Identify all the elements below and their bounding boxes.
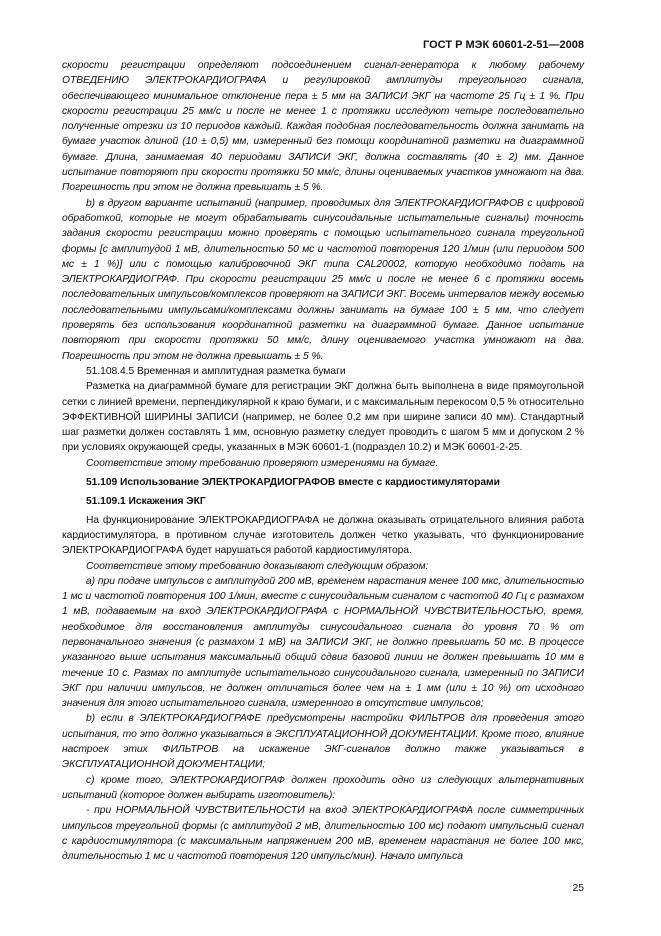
paragraph-paper-marking: Разметка на диаграммной бумаге для регистрации ЭКГ должна быть выполнена в виде прямоугольной сетки с линией времени, перпендикулярной к краю бумаги, и с максимальным перекосом 0,5 % относительно ЭФФЕКТИВНОЙ ШИРИНЫ ЗАПИСИ (например, не более 0,2 мм при ширине записи 40 мм). Стандартный шаг разметки должен составлять 1 мм, основную разметку следует проводить с шагом 5 мм и допуском 2 % при условиях окружающей среды, указанных в МЭК 60601-1 (подраздел 10.2) и МЭК 60601-2-25. <box>62 381 584 454</box>
page-number: 25 <box>572 883 584 894</box>
standard-header: ГОСТ Р МЭК 60601-2-51—2008 <box>423 39 584 51</box>
clause-heading-paper-marking: 51.108.4.5 Временная и амплитудная разметка бумаги <box>86 365 346 377</box>
subsection-heading-ecg-distortion: 51.109.1 Искажения ЭКГ <box>86 496 206 508</box>
list-item-a: а) при подаче импульсов с амплитудой 200 мВ, временем нарастания менее 100 мкс, длительностью 1 мс и частотой повторения 100 1/мин, вместе с синусоидальным сигналом с частотой 40 Гц с размахом 1 мВ, подаваемым на вход ЭЛЕКТРОКАРДИОГРАФА с НОРМАЛЬНОЙ ЧУВСТВИТЕЛЬНОСТЬЮ, время, необходимое для восстановления амплитуды синусоидального сигнала до уровня 70 % от первоначального значения (с размахом 1 мВ) на ЗАПИСИ ЭКГ, не должно превышать 50 мс. В процессе указанного выше испытания максимальный общий сдвиг базовой линии не должен превышать 10 мм в течение 10 с. Размах по амплитуде испытательного синусоидального сигнала, измеренный по ЗАПИСИ ЭКГ при наличии импульсов, не должен отличаться более чем на ± 1 мм (или ± 10 %) от исходного значения для этого испытательного сигнала, измеренного в отсутствие импульсов; <box>62 575 584 710</box>
paragraph-compliance-paper: Соответствие этому требованию проверяют измерениями на бумаге. <box>86 457 439 469</box>
list-item-b: b) если в ЭЛЕКТРОКАРДИОГРАФЕ предусмотрены настройки ФИЛЬТРОВ для проведения этого испытания, то это должно указываться в ЭКСПЛУАТАЦИОННОЙ ДОКУМЕНТАЦИИ. Кроме того, влияние настроек этих ФИЛЬТРОВ на искажение ЭКГ-сигналов должно также указываться в ЭКСПЛУАТАЦИОННОЙ ДОКУМЕНТАЦИИ; <box>62 713 584 771</box>
section-heading-pacemakers: 51.109 Использование ЭЛЕКТРОКАРДИОГРАФОВ вместе с кардиостимуляторами <box>86 477 500 489</box>
paragraph-compliance-intro: Соответствие этому требованию доказывают следующим образом: <box>86 560 429 572</box>
paragraph-speed-test-a: скорости регистрации определяют подсоединением сигнал-генератора к любому рабочему ОТВЕДЕНИЮ ЭЛЕКТРОКАРДИОГРАФА и регулировкой амплитуды треугольного сигнала, обеспечивающего минимальное отклонение пера ± 5 мм на ЗАПИСИ ЭКГ на частоте 25 Гц ± 1 %. При скорости регистрации 25 мм/с и после не менее 1 с протяжки исследуют четыре последовательно полученные отрезки из 10 периодов каждый. Каждая подобная последовательность должна занимать на бумаге участок длиной (10 ± 0,5) мм, измеренный без помощи координатной разметки на диаграммной бумаге. Длина, занимаемая 40 периодами ЗАПИСИ ЭКГ, должна составлять (40 ± 2) мм. Данное испытание повторяют при скорости протяжки 50 мм/с, длины оцениваемых участков умножают на два. Погрешность при этом не должна превышать ± 5 %. <box>62 60 584 194</box>
paragraph-pacemaker-requirement: На функционирование ЭЛЕКТРОКАРДИОГРАФА не должна оказывать отрицательного влияния работа кардиостимулятора, в противном случае изготовитель должен четко указывать, что функционирование ЭЛЕКТРОКАРДИОГРАФА будет нарушаться работой кардиостимулятора. <box>62 514 584 557</box>
list-item-c-dash-1: - при НОРМАЛЬНОЙ ЧУВСТВИТЕЛЬНОСТИ на вход ЭЛЕКТРОКАРДИОГРАФА после симметричных импульсов треугольной формы (с амплитудой 2 мВ, длительностью 100 мс) подают импульсный сигнал с кардиостимулятора (с максимальным напряжением 200 мВ, временем нарастания не более 100 мкс, длительностью 1 мс и частотой повторения 120 импульс/мин). Начало импульса <box>62 805 584 863</box>
paragraph-speed-test-b: b) в другом варианте испытаний (например, проводимых для ЭЛЕКТРОКАРДИОГРАФОВ с цифровой обработкой, которые не могут обрабатывать синусоидальные испытательные сигналы) точность задания скорости регистрации можно проверять с помощью испытательного сигнала треугольной формы [с амплитудой 1 мВ, длительностью 50 мс и частотой повторения 120 1/мин (или периодом 500 мс ± 1 %)] или с помощью калибровочной ЭКГ типа CAL20002, которую необходимо подать на ЭЛЕКТРОКАРДИОГРАФ. При скорости регистрации 25 мм/с и после не менее 6 с протяжки восемь последовательных импульсов/комплексов проверяют на ЗАПИСИ ЭКГ. Восемь интервалов между восемью последовательными импульсами/комплексами должны занимать на бумаге 100 ± 5 мм, что следует проверять без использования координатной разметки на диаграммной бумаге. Данное испытание повторяют при скорости протяжки 50 мм/с, длину оцениваемого участка умножают на два. Погрешность при этом не должна превышать ± 5 %. <box>62 197 584 362</box>
page-body <box>62 58 584 864</box>
list-item-c: с) кроме того, ЭЛЕКТРОКАРДИОГРАФ должен проходить одно из следующих альтернативных испытаний (которое должен выбирать изготовитель): <box>62 774 584 801</box>
